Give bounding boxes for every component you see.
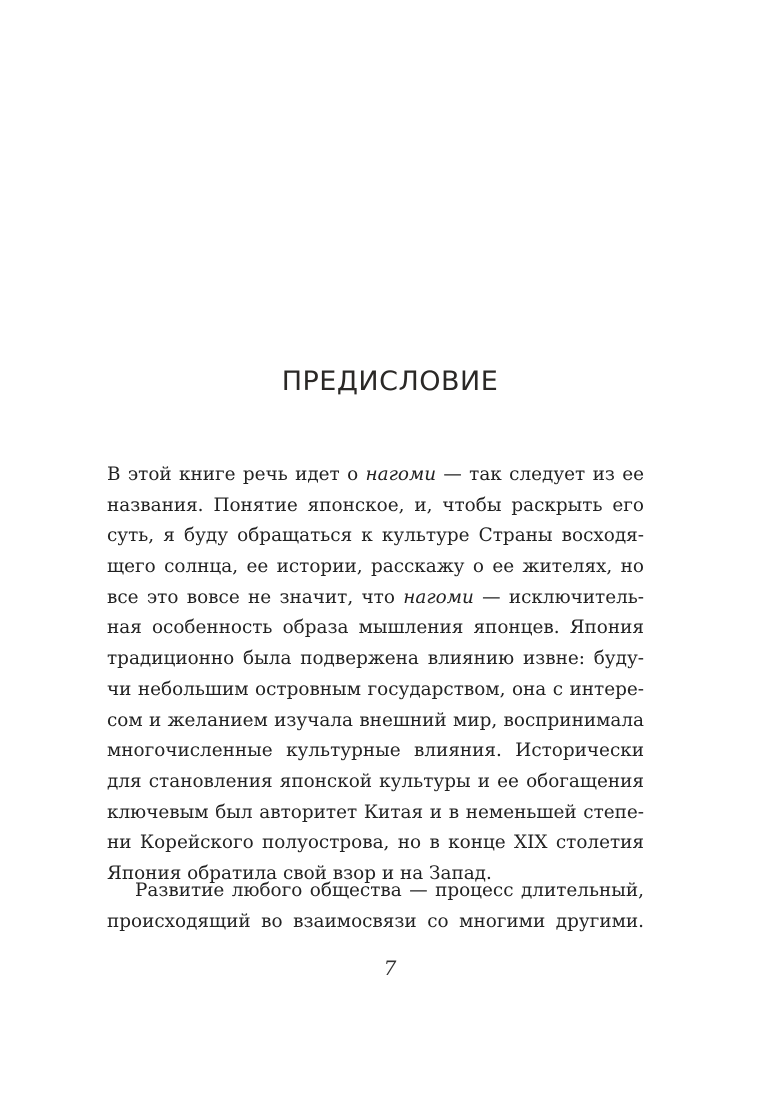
text-line: традиционно была подвержена влиянию извне: буду- [107,648,644,670]
text-line: сом и желанием изучала внешний мир, воспринимала [107,709,644,731]
text-line: щего солнца, ее истории, расскажу о ее жителях, но [107,556,644,578]
text-line: суть, я буду обращаться к культуре Страны восходя- [107,525,644,547]
text-line: Япония обратила свой взор и на Запад. [107,862,492,884]
text-line: происходящий во взаимосвязи со многими другими. [107,910,644,932]
page-title: ПРЕДИСЛОВИЕ [281,366,499,397]
italic-term: нагоми [403,586,474,608]
paragraph-2 [107,876,644,937]
text-line: для становления японской культуры и ее обогащения [107,770,644,792]
text-span: все это вовсе не значит, что [107,586,404,608]
text-line: ни Корейского полуострова, но в конце XIX столетия [107,832,644,854]
text-line: многочисленные культурные влияния. Исторически [107,740,644,762]
text-line: названия. Понятие японское, и, чтобы раскрыть его [107,494,644,516]
text-line: ная особенность образа мышления японцев. Япония [107,617,644,639]
paragraph-1 [107,460,644,890]
text-line [107,460,644,491]
text-span: — исключитель- [473,586,644,608]
page-number: 7 [383,956,397,980]
text-line: Развитие любого общества — процесс длительный, [135,880,644,901]
text-line: чи небольшим островным государством, она с интере- [107,678,644,700]
text-span: — так следует из ее [436,464,644,485]
italic-term: нагоми [365,464,437,485]
text-line [107,583,644,614]
text-line: ключевым был авторитет Китая и в неменьшей степе- [107,801,644,823]
text-span: В этой книге речь идет о [107,464,366,485]
